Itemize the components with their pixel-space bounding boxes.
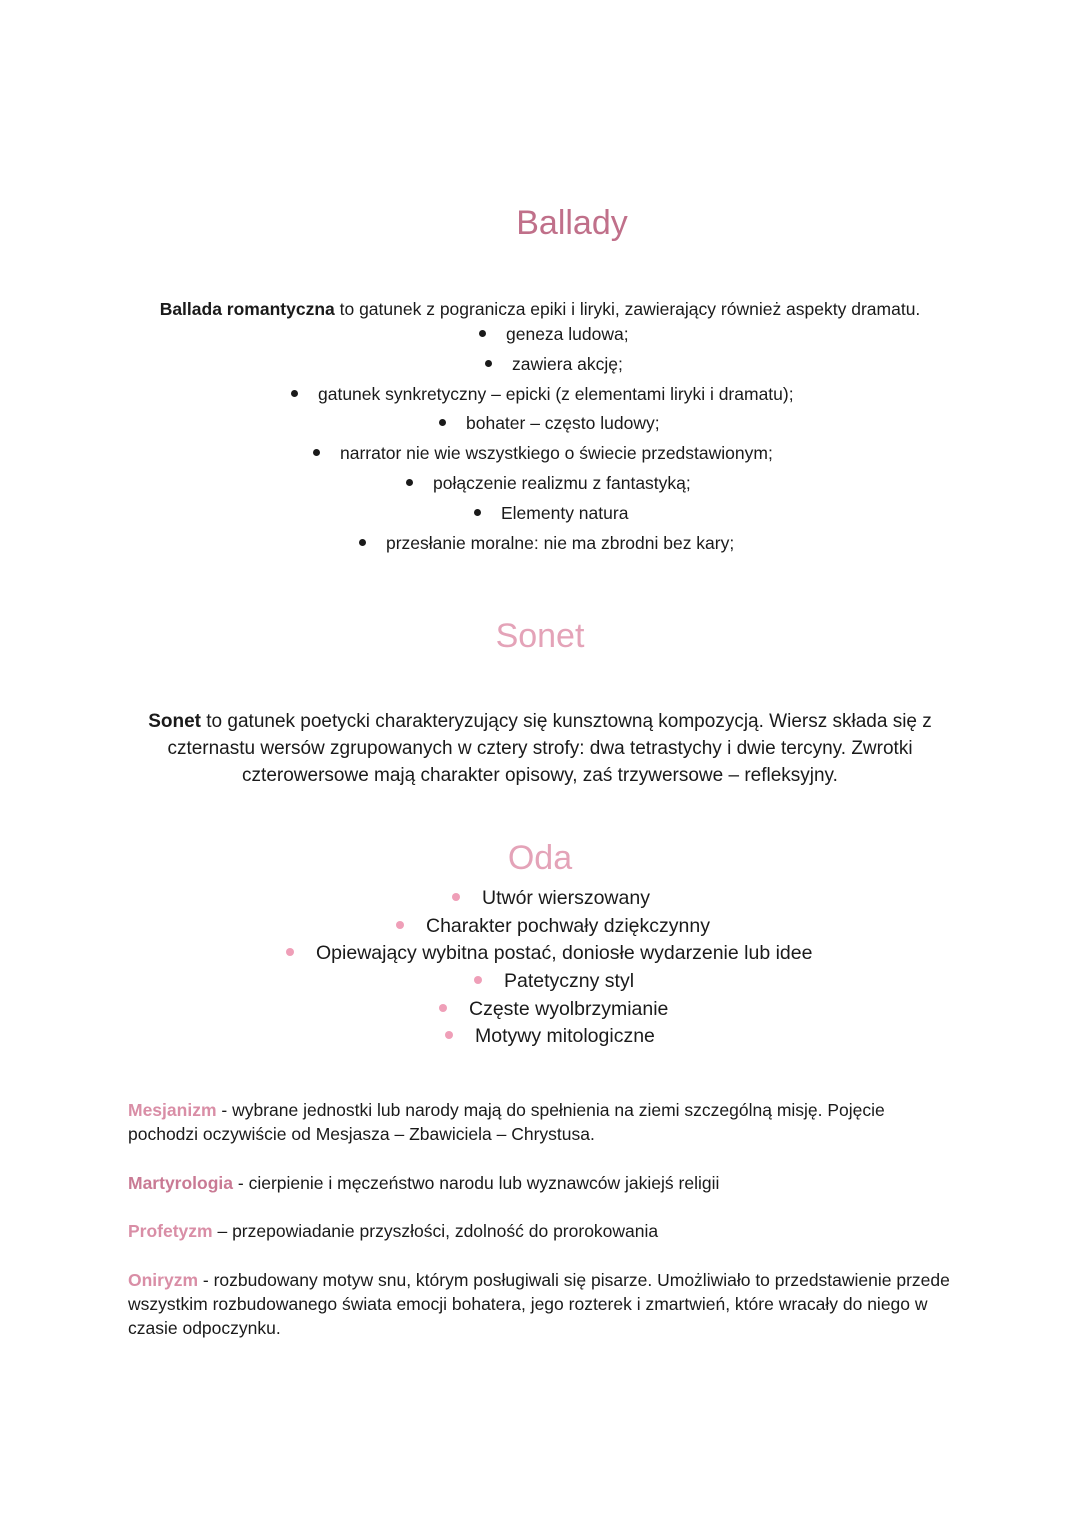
ballady-list-item: gatunek synkretyczny – epicki (z elementami liryki i dramatu); (291, 383, 794, 405)
sonet-term: Sonet (148, 711, 201, 732)
bullet-icon (485, 360, 492, 367)
definition-oniryzm: Oniryzm - rozbudowany motyw snu, którym posługiwali się pisarze. Umożliwiało to przedstawienie przede wszystkim rozbudowanego świata emocji bohatera, jego rozterek i zmartwień, które wracały do niego w czasie odpoczynku. (128, 1270, 950, 1338)
bullet-icon (439, 419, 446, 426)
sonet-paragraph (110, 708, 970, 789)
definition-term: Profetyzm (128, 1221, 213, 1241)
definition-text: przepowiadanie przyszłości, zdolność do prorokowania (232, 1221, 659, 1241)
bullet-icon (291, 390, 298, 397)
sonet-text: to gatunek poetycki charakteryzujący się kunsztowną kompozycją. Wiersz składa się z czternastu wersów zgrupowanych w cztery strofy: dwa tetrastychy i dwie tercyny. Zwrotki czterowersowe mają charakter opisowy, zaś trzywersowe – refleksyjny. (167, 711, 932, 786)
ballady-list-item: przesłanie moralne: nie ma zbrodni bez kary; (359, 532, 734, 554)
bullet-icon (313, 449, 320, 456)
definition-text: cierpienie i męczeństwo narodu lub wyznawców jakiejś religii (248, 1173, 720, 1193)
ballady-list-item: Elementy natura (474, 502, 628, 524)
bullet-icon (439, 1004, 447, 1012)
ballady-intro (0, 298, 1080, 320)
bullet-icon (479, 330, 486, 337)
oda-list-item: Charakter pochwały dziękczynny (396, 914, 710, 938)
oda-list-item: Częste wyolbrzymianie (439, 997, 668, 1021)
ballady-title: Ballady (516, 204, 628, 242)
bullet-icon (474, 509, 481, 516)
oda-list-item: Motywy mitologiczne (445, 1024, 655, 1048)
ballady-list-item: zawiera akcję; (485, 353, 623, 375)
ballady-list-item: narrator nie wie wszystkiego o świecie przedstawionym; (313, 442, 773, 464)
definition-mesjanizm: Mesjanizm - wybrane jednostki lub narody mają do spełnienia na ziemi szczególną misję. Pojęcie pochodzi oczywiście od Mesjasza – Zbawiciela – Chrystusa. (128, 1100, 885, 1144)
oda-title: Oda (507, 839, 573, 877)
definition-term: Mesjanizm (128, 1100, 217, 1120)
ballady-list-item: geneza ludowa; (479, 323, 629, 345)
oda-list-item: Utwór wierszowany (452, 886, 650, 910)
bullet-icon (474, 976, 482, 984)
definition-term: Oniryzm (128, 1270, 199, 1290)
ballady-intro-text: to gatunek z pogranicza epiki i liryki, zawierający również aspekty dramatu. (334, 299, 921, 319)
bullet-icon (359, 539, 366, 546)
oda-list-item: Patetyczny styl (474, 969, 634, 993)
ballady-intro-term: Ballada romantyczna (159, 299, 335, 319)
ballady-list-item: bohater – często ludowy; (439, 412, 660, 434)
bullet-icon (286, 948, 294, 956)
definition-martyrologia: Martyrologia - cierpienie i męczeństwo narodu lub wyznawców jakiejś religii (128, 1173, 720, 1193)
bullet-icon (452, 893, 460, 901)
oda-list-item: Opiewający wybitna postać, doniosłe wydarzenie lub idee (286, 941, 812, 965)
bullet-icon (396, 921, 404, 929)
sonet-title: Sonet (495, 617, 585, 655)
ballady-list-item: połączenie realizmu z fantastyką; (406, 472, 691, 494)
definition-text: rozbudowany motyw snu, którym posługiwali się pisarze. Umożliwiało to przedstawienie przede wszystkim rozbudowanego świata emocji bohatera, jego rozterek i zmartwień, które wracały do niego w czasie odpoczynku. (128, 1270, 950, 1338)
bullet-icon (406, 479, 413, 486)
definition-text: wybrane jednostki lub narody mają do spełnienia na ziemi szczególną misję. Pojęcie pochodzi oczywiście od Mesjasza – Zbawiciela – Chrystusa. (128, 1100, 885, 1144)
definition-term: Martyrologia (128, 1173, 234, 1193)
definition-profetyzm: Profetyzm – przepowiadanie przyszłości, zdolność do prorokowania (128, 1221, 659, 1241)
bullet-icon (445, 1031, 453, 1039)
